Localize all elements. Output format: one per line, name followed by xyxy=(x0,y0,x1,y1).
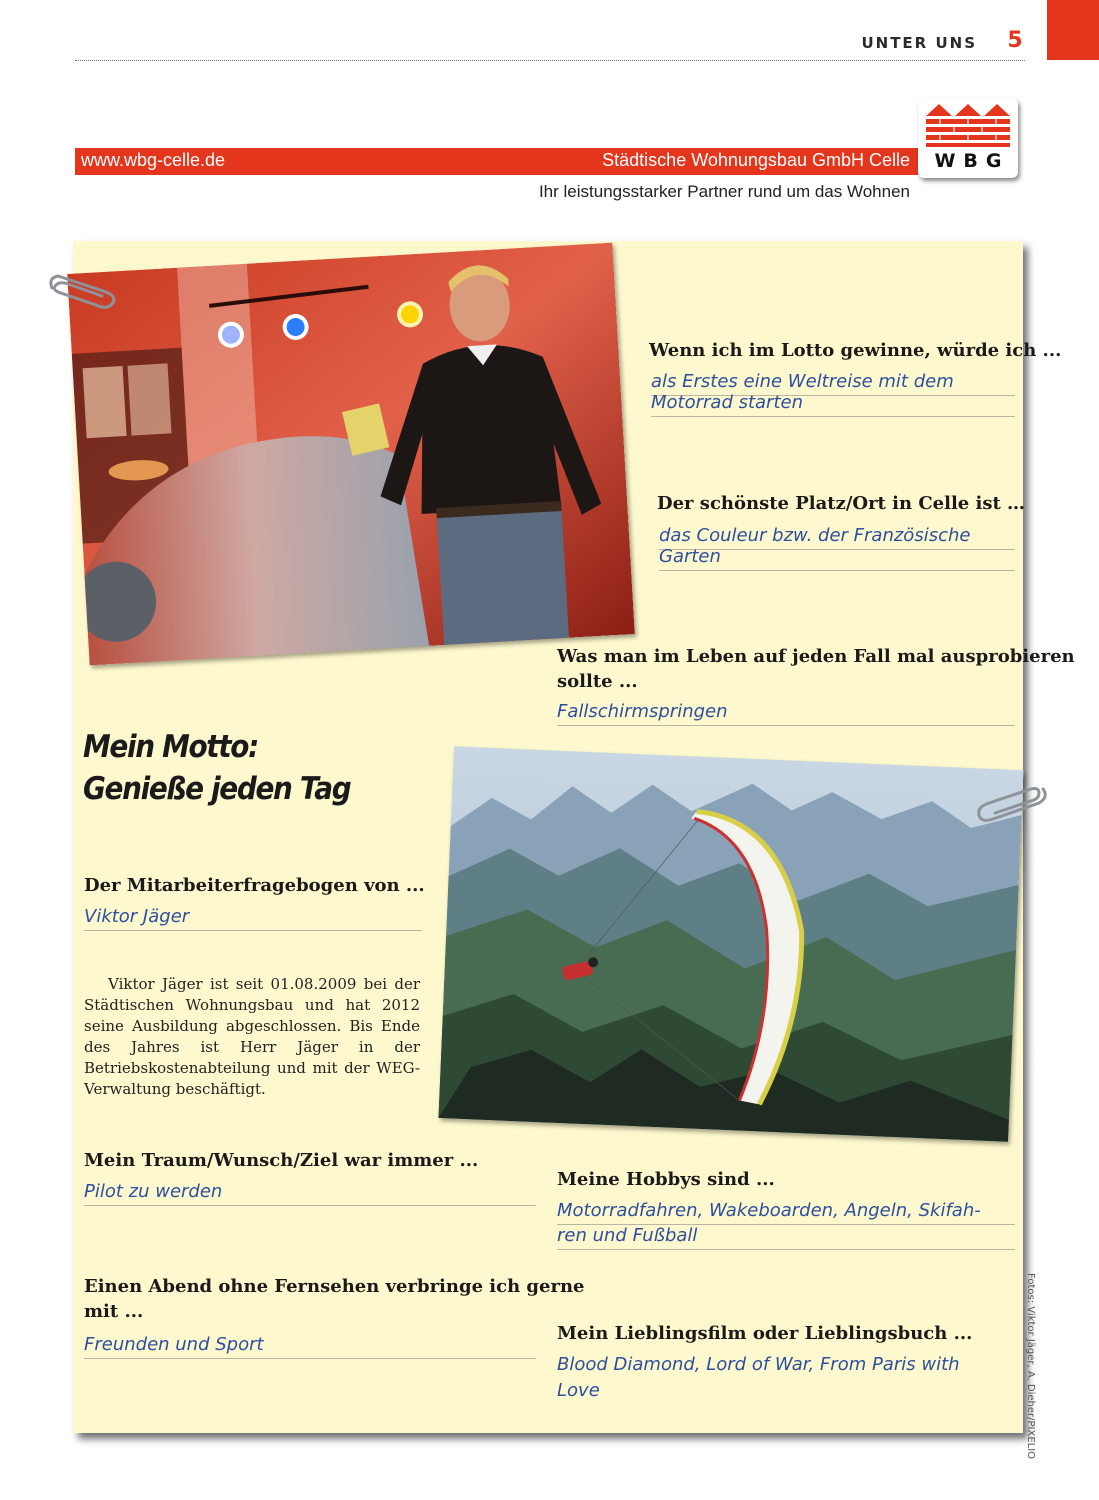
photo-credit: Fotos: Viktor Jäger, A. Dieher/PIXELIO xyxy=(1025,1273,1036,1460)
question-hobbies: Meine Hobbys sind ... xyxy=(557,1169,775,1190)
motto-heading xyxy=(83,726,350,810)
motto-line2: Genieße jeden Tag xyxy=(83,771,351,807)
paraglider-photo xyxy=(438,746,1023,1142)
question-favorite-film: Mein Lieblingsfilm oder Lieblingsbuch ... xyxy=(557,1323,973,1344)
logo-text: WBG xyxy=(934,150,1010,172)
question-try-in-life-line1: Was man im Leben auf jeden Fall mal ausprobieren xyxy=(557,646,1075,667)
question-favorite-place: Der schönste Platz/Ort in Celle ist … xyxy=(657,493,1026,514)
company-name: Städtische Wohnungsbau GmbH Celle xyxy=(602,150,910,170)
question-try-in-life-line2: sollte ... xyxy=(557,671,638,692)
question-evening-line2: mit ... xyxy=(84,1301,144,1322)
answer-dream: Pilot zu werden xyxy=(84,1178,536,1206)
page-number: 5 xyxy=(1007,28,1023,53)
answer-hobbies-line1: Motorradfahren, Wakeboarden, Angeln, Skifah- xyxy=(557,1197,1015,1225)
answer-favorite-film-line1: Blood Diamond, Lord of War, From Paris with xyxy=(557,1354,960,1375)
question-evening-line1: Einen Abend ohne Fernsehen verbringe ich gerne xyxy=(84,1276,585,1297)
motto-line1: Mein Motto: xyxy=(83,729,258,765)
red-tab-decoration xyxy=(1047,0,1099,60)
paperclip-icon xyxy=(44,270,120,310)
roof-bricks-icon xyxy=(918,100,1018,150)
paraglider-photo-illustration xyxy=(438,746,1023,1142)
answer-favorite-place-line2: Garten xyxy=(659,543,1015,571)
header-divider xyxy=(75,60,1025,61)
answer-employee-name: Viktor Jäger xyxy=(84,903,422,931)
answer-favorite-place-line1: das Couleur bzw. der Französische xyxy=(659,522,1015,550)
section-label: UNTER UNS xyxy=(861,34,977,52)
question-dream: Mein Traum/Wunsch/Ziel war immer ... xyxy=(84,1150,479,1171)
answer-hobbies-line2: ren und Fußball xyxy=(557,1222,1015,1250)
wbg-logo xyxy=(918,98,1018,178)
employee-bio: Viktor Jäger ist seit 01.08.2009 bei der Städtischen Wohnungsbau und hat 2012 seine Ausbildung abgeschlossen. Bis Ende des Jahres ist Herr Jäger in der Betriebskostenabteilung und mit der WEG-Verwaltung beschäftigt. xyxy=(84,975,420,1098)
website-url[interactable]: www.wbg-celle.de xyxy=(81,150,226,170)
portrait-photo xyxy=(67,243,635,666)
answer-favorite-film-line2: Love xyxy=(557,1380,600,1401)
answer-try-in-life: Fallschirmspringen xyxy=(557,698,1015,726)
company-tagline: Ihr leistungsstarker Partner rund um das Wohnen xyxy=(538,182,910,201)
question-lotto: Wenn ich im Lotto gewinne, würde ich ... xyxy=(649,340,1062,361)
answer-lotto-line1: als Erstes eine Weltreise mit dem xyxy=(651,368,1015,396)
question-questionnaire-of: Der Mitarbeiterfragebogen von ... xyxy=(84,875,425,896)
paperclip-icon xyxy=(975,783,1051,823)
answer-evening: Freunden und Sport xyxy=(84,1331,536,1359)
answer-lotto-line2: Motorrad starten xyxy=(651,389,1015,417)
portrait-photo-illustration xyxy=(67,243,635,666)
